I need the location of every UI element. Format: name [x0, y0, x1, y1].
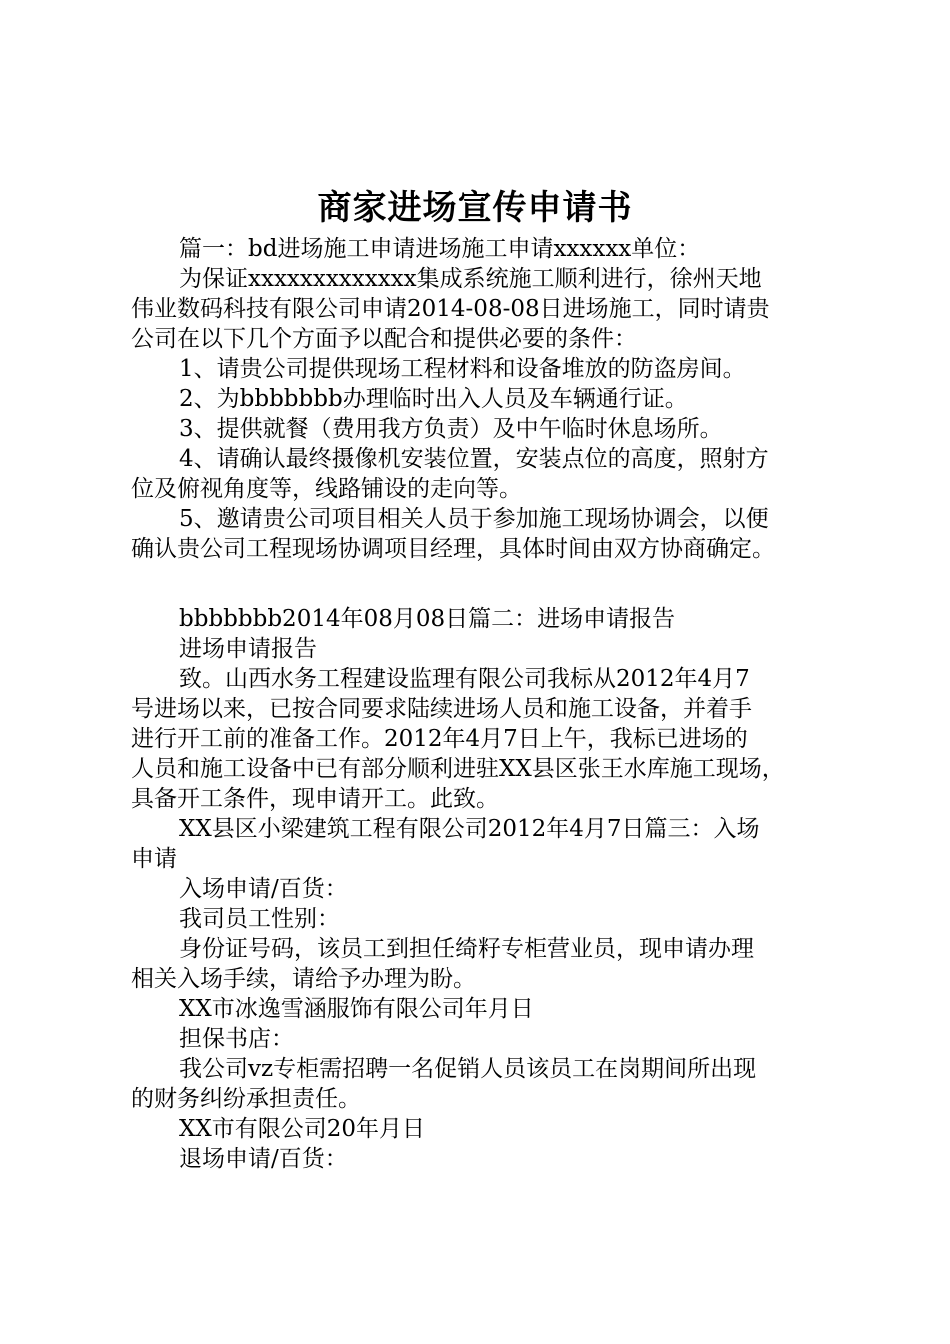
text-line: 我司员工性别：	[179, 906, 340, 932]
text-line: 相关入场手续，请给予办理为盼。	[131, 966, 476, 992]
text-line: 为保证xxxxxxxxxxxxx集成系统施工顺利进行，徐州天地	[179, 266, 762, 292]
text-line: 2、为bbbbbbb办理临时出入人员及车辆通行证。	[179, 386, 688, 412]
text-line: 确认贵公司工程现场协调项目经理，具体时间由双方协商确定。	[131, 536, 775, 562]
text-line: 担保书店：	[179, 1026, 294, 1052]
text-line: 3、提供就餐（费用我方负责）及中午临时休息场所。	[179, 416, 723, 442]
text-line: 入场申请/百货：	[179, 876, 348, 902]
text-line: XX市有限公司20年月日	[179, 1116, 426, 1142]
document-body	[131, 234, 843, 1174]
text-line: 进行开工前的准备工作。2012年4月7日上午，我标已进场的	[131, 726, 748, 752]
text-line: 伟业数码科技有限公司申请2014-08-08日进场施工，同时请贵	[131, 296, 770, 322]
text-line: 1、请贵公司提供现场工程材料和设备堆放的防盗房间。	[179, 356, 746, 382]
text-line: 位及俯视角度等，线路铺设的走向等。	[131, 476, 522, 502]
text-line: 人员和施工设备中已有部分顺利进驻XX县区张王水库施工现场，	[131, 756, 785, 782]
text-line: 号进场以来，已按合同要求陆续进场人员和施工设备，并着手	[131, 696, 752, 722]
text-line: 退场申请/百货：	[179, 1146, 348, 1172]
text-line: XX市冰逸雪涵服饰有限公司年月日	[179, 996, 534, 1022]
text-line: XX县区小梁建筑工程有限公司2012年4月7日篇三：入场	[179, 816, 760, 842]
document-title: 商家进场宣传申请书	[317, 188, 633, 228]
text-line: 进场申请报告	[179, 636, 317, 662]
text-line: 的财务纠纷承担责任。	[131, 1086, 361, 1112]
text-line: 4、请确认最终摄像机安装位置，安装点位的高度，照射方	[179, 446, 769, 472]
blank-line	[131, 564, 843, 604]
text-line: 我公司vz专柜需招聘一名促销人员该员工在岗期间所出现	[179, 1056, 757, 1082]
text-line: bbbbbbb2014年08月08日篇二：进场申请报告	[179, 606, 676, 632]
text-line: 篇一：bd进场施工申请进场施工申请xxxxxx单位：	[179, 236, 701, 262]
text-line: 申请	[131, 846, 177, 872]
text-line: 身份证号码，该员工到担任绮籽专柜营业员，现申请办理	[179, 936, 754, 962]
text-line: 5、邀请贵公司项目相关人员于参加施工现场协调会，以便	[179, 506, 769, 532]
text-line: 公司在以下几个方面予以配合和提供必要的条件：	[131, 326, 637, 352]
text-line: 致。山西水务工程建设监理有限公司我标从2012年4月7	[179, 666, 750, 692]
text-line: 具备开工条件，现申请开工。此致。	[131, 786, 499, 812]
